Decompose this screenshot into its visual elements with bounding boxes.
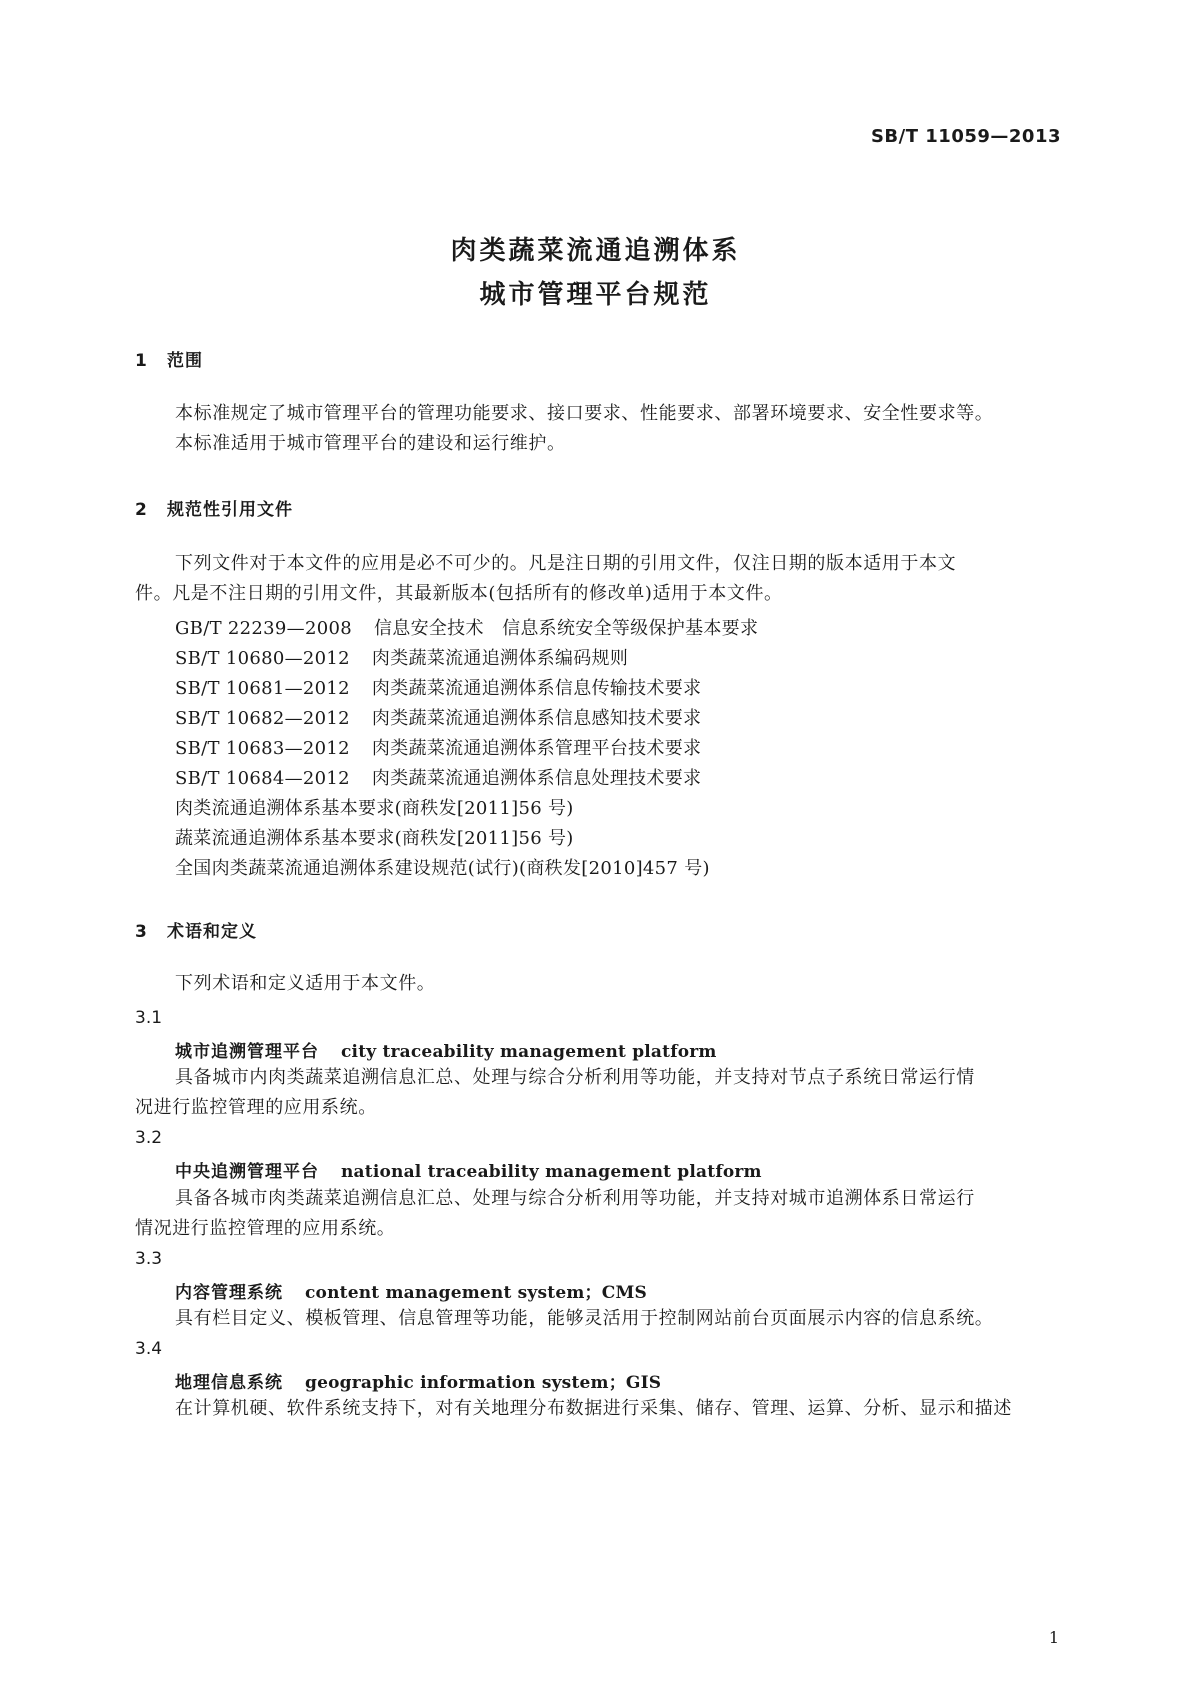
section-number: 3: [135, 922, 148, 942]
term-en: city traceability management platform: [341, 1042, 717, 1062]
term-definition: 在计算机硬、软件系统支持下，对有关地理分布数据进行采集、储存、管理、运算、分析、显示和描述: [175, 1398, 1012, 1419]
section-3-heading: [135, 917, 257, 942]
term-definition: 情况进行监控管理的应用系统。: [135, 1218, 396, 1239]
paragraph: 本标准规定了城市管理平台的管理功能要求、接口要求、性能要求、部署环境要求、安全性要求等。: [175, 403, 994, 424]
term-heading: [175, 1037, 717, 1062]
reference-title: 肉类蔬菜流通追溯体系编码规则: [371, 648, 629, 669]
term-zh: 地理信息系统: [175, 1373, 283, 1393]
reference-title: 肉类蔬菜流通追溯体系信息处理技术要求: [371, 768, 702, 789]
reference-title: 信息安全技术 信息系统安全等级保护基本要求: [373, 618, 759, 639]
reference-code: SB/T 10680—2012: [175, 648, 350, 669]
term-definition: 具备城市内肉类蔬菜追溯信息汇总、处理与综合分析利用等功能，并支持对节点子系统日常运行情: [175, 1067, 975, 1088]
reference-title: 肉类蔬菜流通追溯体系信息感知技术要求: [371, 708, 702, 729]
term-number: 3.1: [135, 1008, 163, 1028]
reference-title: 肉类蔬菜流通追溯体系信息传输技术要求: [371, 678, 702, 699]
reference-code: SB/T 10683—2012: [175, 738, 350, 759]
term-number: 3.2: [135, 1128, 163, 1148]
section-1-heading: [135, 346, 203, 371]
reference-item: [175, 704, 701, 730]
reference-code: GB/T 22239—2008: [175, 618, 352, 639]
term-heading: [175, 1368, 661, 1393]
title-line-2: 城市管理平台规范: [479, 280, 712, 310]
reference-item: [175, 614, 758, 640]
section-title: 规范性引用文件: [167, 500, 293, 520]
reference-item: [175, 674, 701, 700]
term-number: 3.3: [135, 1249, 163, 1269]
paragraph: 下列术语和定义适用于本文件。: [175, 973, 436, 994]
term-definition: 具备各城市肉类蔬菜追溯信息汇总、处理与综合分析利用等功能，并支持对城市追溯体系日常运行: [175, 1188, 975, 1209]
term-definition: 况进行监控管理的应用系统。: [135, 1097, 377, 1118]
doc-code: SB/T 11059—2013: [870, 126, 1061, 147]
reference-code: SB/T 10684—2012: [175, 768, 350, 789]
section-title: 术语和定义: [167, 922, 257, 942]
term-zh: 内容管理系统: [175, 1283, 283, 1303]
reference-item: 全国肉类蔬菜流通追溯体系建设规范(试行)(商秩发[2010]457 号): [175, 858, 710, 879]
term-number: 3.4: [135, 1339, 163, 1359]
term-en: geographic information system；GIS: [305, 1373, 662, 1393]
reference-code: SB/T 10681—2012: [175, 678, 350, 699]
term-en: content management system；CMS: [305, 1283, 647, 1303]
reference-item: 蔬菜流通追溯体系基本要求(商秩发[2011]56 号): [175, 828, 574, 849]
paragraph: 件。凡是不注日期的引用文件，其最新版本(包括所有的修改单)适用于本文件。: [135, 583, 783, 604]
reference-code: SB/T 10682—2012: [175, 708, 350, 729]
reference-item: [175, 644, 628, 670]
reference-title: 肉类蔬菜流通追溯体系管理平台技术要求: [371, 738, 702, 759]
section-number: 1: [135, 351, 148, 371]
term-zh: 中央追溯管理平台: [175, 1162, 319, 1182]
page-number: 1: [1048, 1628, 1059, 1647]
section-2-heading: [135, 495, 293, 520]
term-definition: 具有栏目定义、模板管理、信息管理等功能，能够灵活用于控制网站前台页面展示内容的信息系统。: [175, 1308, 994, 1329]
paragraph: 本标准适用于城市管理平台的建设和运行维护。: [175, 433, 566, 454]
reference-item: [175, 764, 701, 790]
section-title: 范围: [167, 351, 203, 371]
section-number: 2: [135, 500, 148, 520]
term-zh: 城市追溯管理平台: [175, 1042, 319, 1062]
term-heading: [175, 1278, 647, 1303]
reference-item: 肉类流通追溯体系基本要求(商秩发[2011]56 号): [175, 798, 574, 819]
paragraph: 下列文件对于本文件的应用是必不可少的。凡是注日期的引用文件，仅注日期的版本适用于本文: [175, 553, 957, 574]
title-line-1: 肉类蔬菜流通追溯体系: [450, 236, 741, 266]
reference-item: [175, 734, 701, 760]
term-en: national traceability management platform: [341, 1162, 762, 1182]
term-heading: [175, 1157, 762, 1182]
